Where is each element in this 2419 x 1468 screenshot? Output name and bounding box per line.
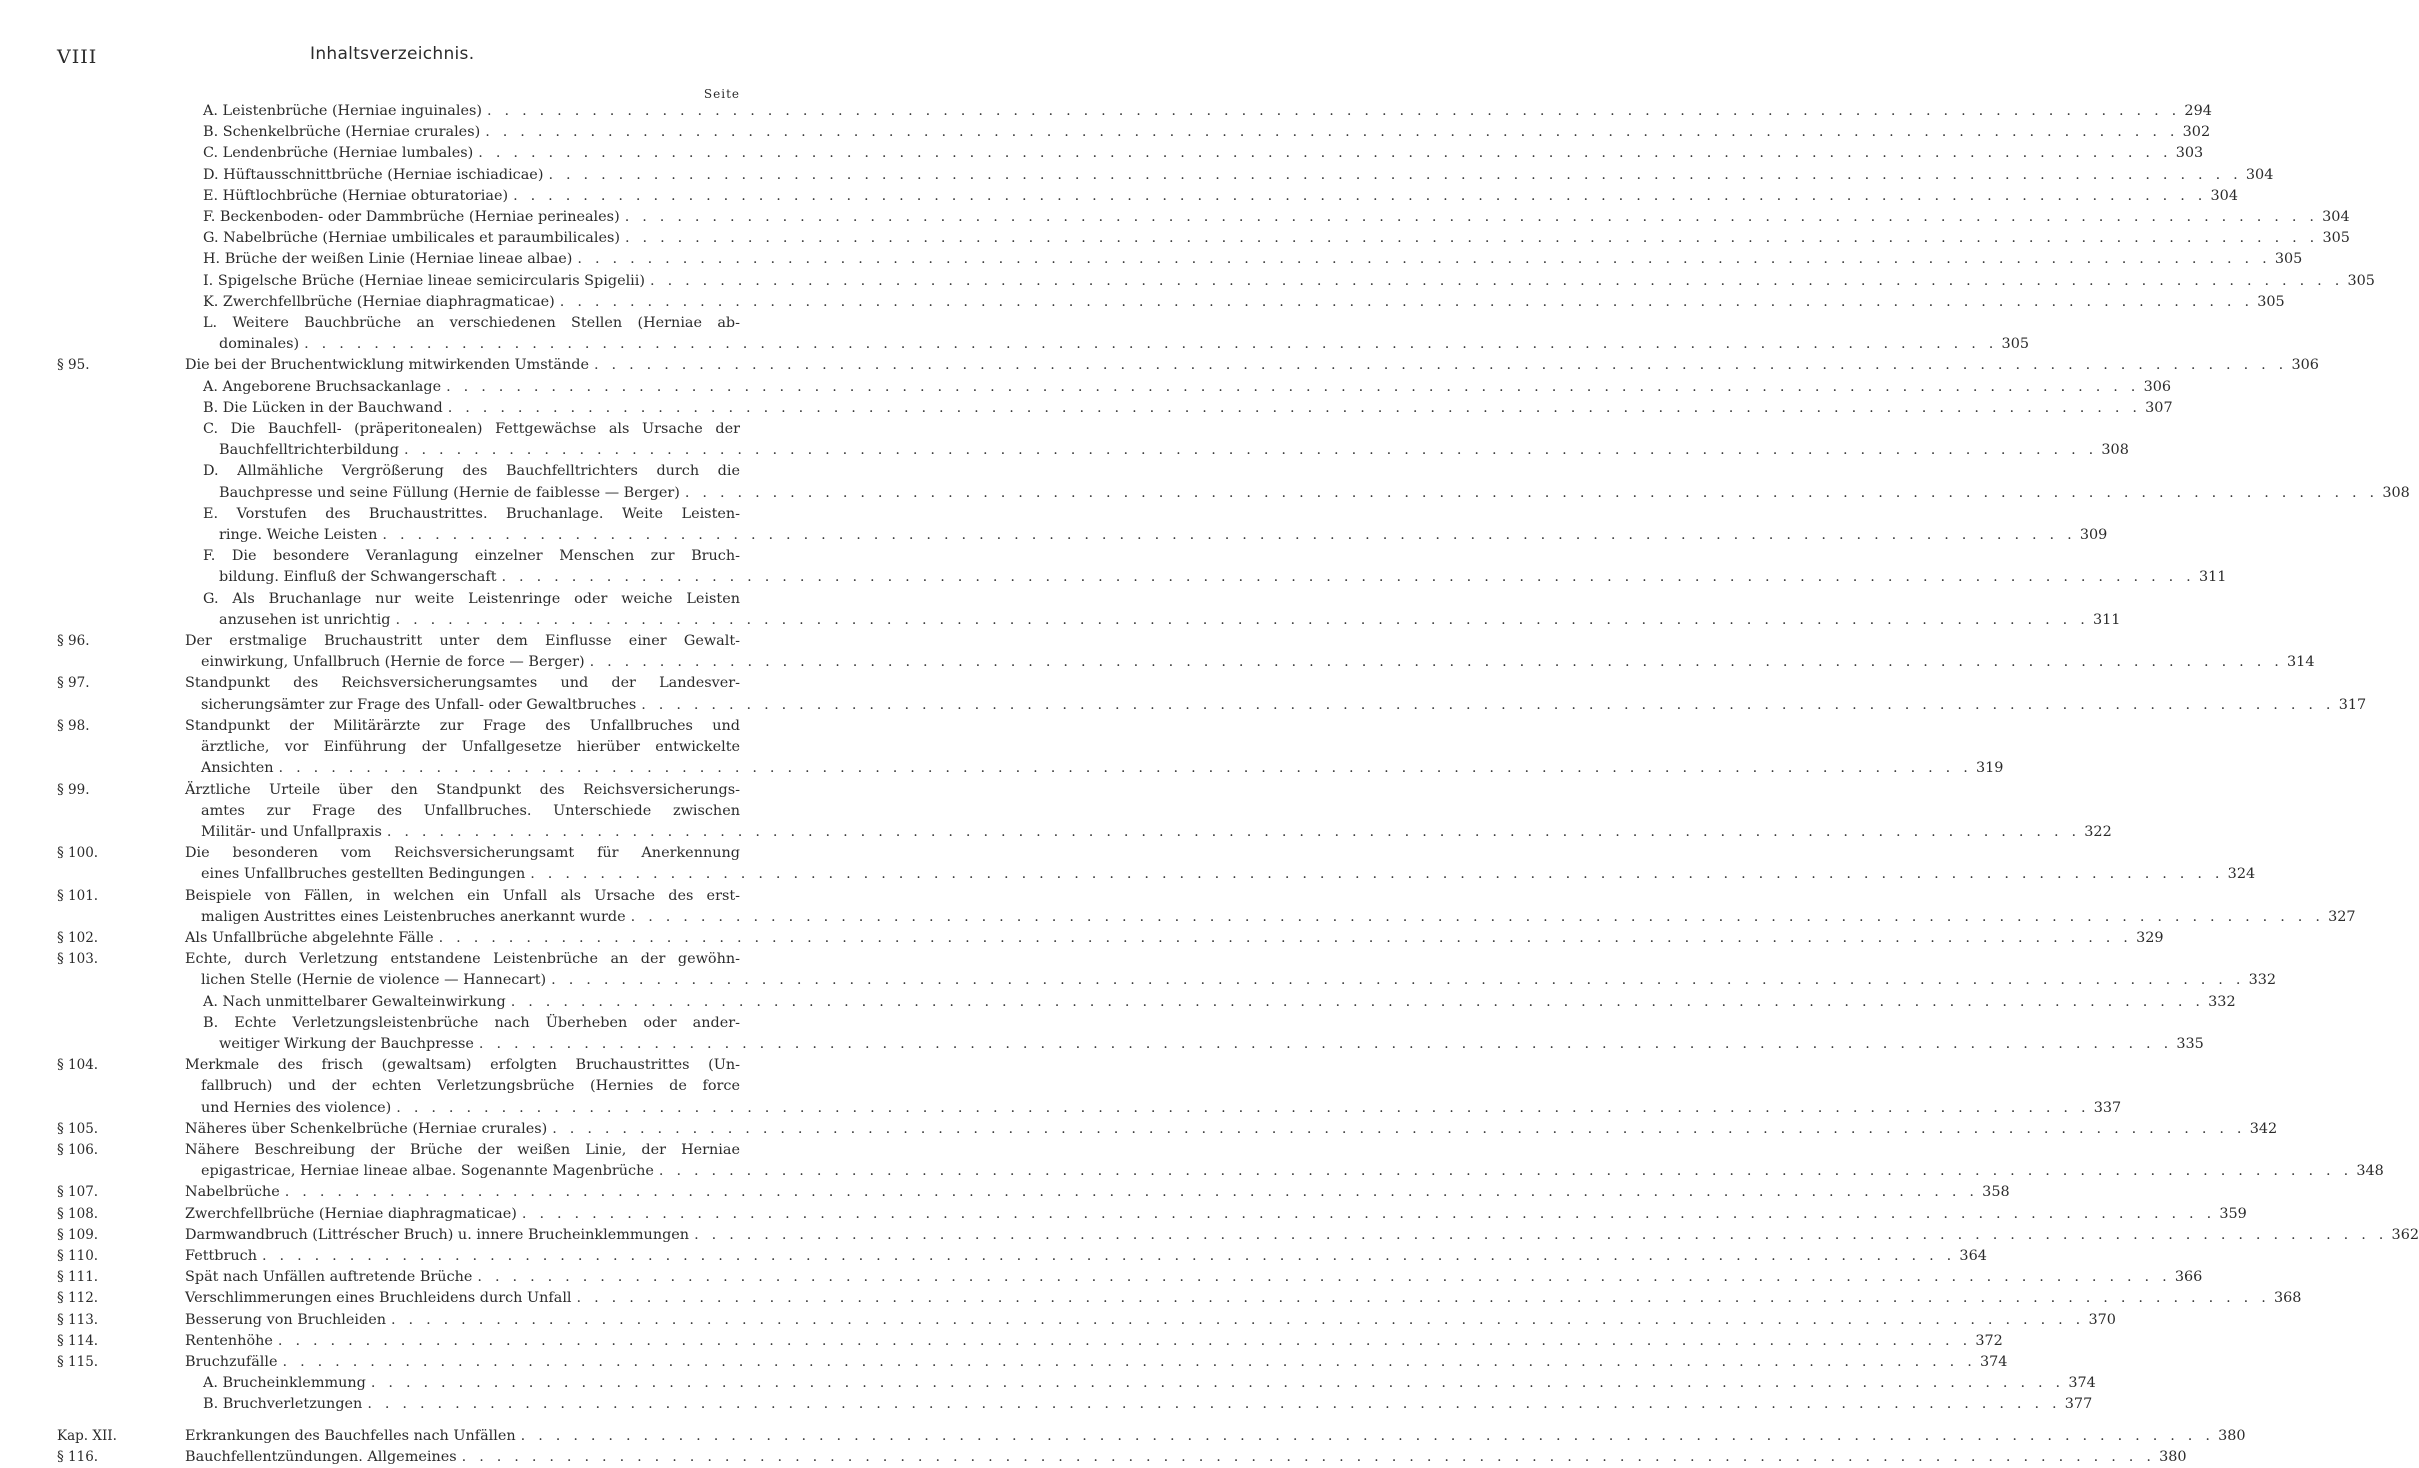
toc-entry-title-line: D. Hüftausschnittbrüche (Herniae ischiadicae) <box>203 166 544 183</box>
toc-entry-title-line: Bauchfellentzündungen. Allgemeines <box>185 1448 457 1465</box>
toc-entry-title-line: ringe. Weiche Leisten <box>219 527 378 544</box>
toc-entry-title-line: Als Unfallbrüche abgelehnte Fälle <box>185 929 434 946</box>
toc-entry-title-line: C. Lendenbrüche (Herniae lumbales) <box>203 145 474 162</box>
toc-entry <box>0 673 2367 715</box>
toc-entry <box>0 928 2164 949</box>
toc-entry-number: § 109. <box>57 1226 99 1243</box>
dot-leader <box>273 1331 1971 1352</box>
toc-entry-page: 364 <box>1959 1247 1987 1264</box>
dot-leader <box>547 1119 2245 1140</box>
dot-leader <box>620 228 2318 249</box>
toc-entry-page: 377 <box>2064 1396 2093 1413</box>
toc-entry-number: § 105. <box>57 1120 99 1137</box>
toc-entry-title-line: Echte, durch Verletzung entstandene Leistenbrüche an der gewöhn- <box>185 951 740 968</box>
toc-entry-title-line: Standpunkt der Militärärzte zur Frage des Unfallbruches und <box>185 717 740 734</box>
toc-entry <box>0 143 2204 164</box>
dot-leader <box>516 1426 2214 1447</box>
toc-entry-number: § 114. <box>57 1332 99 1349</box>
toc-entry <box>0 1373 2096 1394</box>
dot-leader <box>482 101 2180 122</box>
toc-entry-title-line: lichen Stelle (Hernie de violence — Hannecart) <box>201 972 547 989</box>
toc-entry-title-line: I. Spigelsche Brüche (Herniae lineae semicircularis Spigelii) <box>203 272 646 289</box>
toc-entry-number: § 110. <box>57 1247 99 1264</box>
dot-leader <box>441 377 2139 398</box>
toc-entry-page: 380 <box>2218 1427 2246 1444</box>
toc-entry-page: 322 <box>2084 823 2112 840</box>
toc-entry-number: § 95. <box>57 357 90 374</box>
toc-entry-title-line: Spät nach Unfällen auftretende Brüche <box>185 1269 473 1286</box>
toc-entry-title-line: Verschlimmerungen eines Bruchleidens durch Unfall <box>185 1290 572 1307</box>
dot-leader <box>555 292 2253 313</box>
toc-entry-title-line: sicherungsämter zur Frage des Unfall- oder Gewaltbruches <box>201 696 637 713</box>
toc-entry-page: 309 <box>2079 527 2108 544</box>
toc-entry <box>0 1246 1987 1267</box>
toc-entry-page: 306 <box>2291 357 2319 374</box>
toc-entry <box>0 1182 2010 1203</box>
toc-entry-title-line: E. Hüftlochbrüche (Herniae obturatoriae) <box>203 187 509 204</box>
dot-leader <box>689 1225 2387 1246</box>
toc-entry <box>0 1310 2116 1331</box>
toc-entry-page: 294 <box>2184 103 2212 119</box>
toc-entry-title-line: G. Nabelbrüche (Herniae umbilicales et paraumbilicales) <box>203 230 620 247</box>
toc-entry-title-line: E. Vorstufen des Bruchaustrittes. Bruchanlage. Weite Leisten- <box>203 505 740 522</box>
toc-entry-title-line: weitiger Wirkung der Bauchpresse <box>219 1035 474 1052</box>
toc-entry-number: § 103. <box>57 951 99 968</box>
toc-entry-number: § 106. <box>57 1141 99 1158</box>
toc-entry <box>0 886 2356 928</box>
dot-leader <box>399 442 2097 458</box>
toc-entry-title-line: A. Brucheinklemmung <box>203 1375 366 1392</box>
toc-entry-page: 306 <box>2143 378 2172 395</box>
toc-entry-title-line: Nähere Beschreibung der Brüche der weißen Linie, der Herniae <box>185 1141 740 1158</box>
toc-entry-title-line: Merkmale des frisch (gewaltsam) erfolgten Bruchaustrittes (Un- <box>185 1057 740 1074</box>
toc-entry <box>0 1394 2093 1415</box>
toc-entry-title-line: L. Weitere Bauchbrüche an verschiedenen Stellen (Herniae ab- <box>203 315 740 332</box>
toc-entry <box>0 546 2227 588</box>
toc-entry-number: § 102. <box>57 929 99 946</box>
toc-entry-title-line: amtes zur Frage des Unfallbruches. Unterschiede zwischen <box>201 802 740 819</box>
toc-entry-title-line: Bruchzufälle <box>185 1353 278 1370</box>
toc-entry-title-line: anzusehen ist unrichtig <box>219 611 391 628</box>
toc-entry-page: 308 <box>2382 484 2410 501</box>
toc-entry-number: § 99. <box>57 781 90 798</box>
toc-entry <box>0 1119 2278 1140</box>
dot-leader <box>543 165 2241 186</box>
toc-entry-title-line: eines Unfallbruches gestellten Bedingungen <box>201 866 526 883</box>
dot-leader <box>443 398 2141 419</box>
toc-entry <box>0 292 2285 313</box>
toc-entry-page: 304 <box>2322 209 2350 226</box>
page-title: Inhaltsverzeichnis. <box>310 44 475 64</box>
dot-leader <box>508 186 2206 207</box>
toc-entry-page: 362 <box>2391 1226 2419 1243</box>
toc-entry-page: 370 <box>2088 1311 2116 1328</box>
toc-entry-title-line: A. Angeborene Bruchsackanlage <box>203 378 442 395</box>
dot-leader <box>473 143 2171 164</box>
dot-leader <box>572 1288 2270 1309</box>
dot-leader <box>525 866 2223 882</box>
toc-entry-title-line: G. Als Bruchanlage nur weite Leistenringe oder weiche Leisten <box>203 590 740 607</box>
toc-entry <box>0 122 2211 143</box>
column-label-seite: Seite <box>703 87 740 101</box>
toc-entry-page: 366 <box>2174 1269 2203 1286</box>
dot-leader <box>299 336 1997 352</box>
toc-entry-page: 311 <box>2092 611 2121 628</box>
toc-entry-title-line: Fettbruch <box>185 1247 257 1264</box>
toc-entry-number: § 115. <box>57 1353 99 1370</box>
toc-entry <box>0 1288 2302 1309</box>
toc-entry-page: 302 <box>2182 124 2211 141</box>
toc-entry-number: § 108. <box>57 1205 99 1222</box>
dot-leader <box>386 1310 2084 1331</box>
toc-entry <box>0 207 2350 228</box>
page-number: VIII <box>57 46 98 68</box>
toc-entry-page: 311 <box>2198 569 2227 586</box>
toc-entry-title-line: ärztliche, vor Einführung der Unfallgesetze hierüber entwickelte <box>201 739 740 756</box>
toc-entry-number: § 98. <box>57 717 90 734</box>
dot-leader <box>391 1100 2089 1116</box>
toc-entry-page: 304 <box>2245 166 2274 183</box>
toc-entry-title-line: Bauchfelltrichterbildung <box>219 442 399 459</box>
toc-entry-page: 305 <box>2347 272 2375 289</box>
toc-entry-title-line: Besserung von Bruchleiden <box>185 1311 386 1328</box>
toc-entry <box>0 504 2108 546</box>
toc-entry-title-line: und Hernies des violence) <box>201 1099 392 1116</box>
toc-entry <box>0 313 2030 355</box>
dot-leader <box>257 1246 1955 1267</box>
toc-entry-number: Kap. XII. <box>57 1427 117 1444</box>
toc-entry <box>0 461 2410 503</box>
toc-entry-page: 303 <box>2175 145 2204 162</box>
dot-leader <box>654 1163 2352 1179</box>
dot-leader <box>278 1352 1976 1373</box>
dot-leader <box>366 1373 2064 1394</box>
toc-entry-title-line: Rentenhöhe <box>185 1332 273 1349</box>
toc-entry <box>0 1447 2187 1468</box>
dot-leader <box>506 992 2204 1013</box>
toc-entry-title-line: F. Die besondere Veranlagung einzelner Menschen zur Bruch- <box>203 548 740 565</box>
toc-entry-page: 332 <box>2208 993 2236 1010</box>
toc-entry <box>0 992 2236 1013</box>
toc-entry <box>0 186 2238 207</box>
toc-entry-page: 324 <box>2227 866 2256 883</box>
toc-entry-title-line: Die besonderen vom Reichsversicherungsamt für Anerkennung <box>185 845 740 862</box>
toc-entry-number: § 96. <box>57 633 90 650</box>
dot-leader <box>636 697 2334 713</box>
toc-entry-page: 374 <box>2068 1375 2096 1392</box>
toc-entry-page: 337 <box>2093 1099 2122 1116</box>
toc-entry <box>0 1426 2246 1447</box>
toc-entry <box>0 1204 2247 1225</box>
dot-leader <box>517 1204 2215 1225</box>
toc-entry-title-line: D. Allmähliche Vergrößerung des Bauchfelltrichters durch die <box>203 463 740 480</box>
toc-entry-title-line: C. Die Bauchfell- (präperitonealen) Fettgewächse als Ursache der <box>203 421 740 438</box>
toc-entry-title-line: B. Schenkelbrüche (Herniae crurales) <box>203 124 481 141</box>
toc-entry-title-line: Beispiele von Fällen, in welchen ein Unfall als Ursache des erst- <box>185 887 740 904</box>
dot-leader <box>626 909 2324 925</box>
dot-leader <box>572 249 2270 270</box>
toc-entry <box>0 419 2129 461</box>
toc-entry-title-line: B. Bruchverletzungen <box>203 1396 363 1413</box>
toc-entry-page: 327 <box>2328 908 2356 925</box>
dot-leader <box>362 1394 2060 1415</box>
toc-entry-page: 335 <box>2176 1035 2204 1052</box>
dot-leader <box>377 527 2075 543</box>
toc-entry-title-line: Bauchpresse und seine Füllung (Hernie de faiblesse — Berger) <box>219 484 680 501</box>
toc-entry <box>0 716 2004 780</box>
toc-entry <box>0 228 2350 249</box>
toc-entry-page: 380 <box>2159 1448 2187 1465</box>
toc-entry-title-line: A. Nach unmittelbarer Gewalteinwirkung <box>203 993 506 1010</box>
toc-entry-page: 372 <box>1975 1332 2003 1349</box>
dot-leader <box>546 972 2244 988</box>
toc-entry-page: 329 <box>2136 929 2164 946</box>
toc-entry <box>0 355 2319 376</box>
toc-entry <box>0 1013 2204 1055</box>
toc-entry-title-line: Der erstmalige Bruchaustritt unter dem Einflusse einer Gewalt- <box>185 633 740 650</box>
toc-entry <box>0 249 2303 270</box>
toc-entry <box>0 271 2375 292</box>
toc-entry-title-line: Erkrankungen des Bauchfelles nach Unfällen <box>185 1427 516 1444</box>
toc-entry-page: 307 <box>2145 399 2173 416</box>
toc-entry-title-line: Darmwandbruch (Littréscher Bruch) u. innere Brucheinklemmungen <box>185 1226 690 1243</box>
toc-entry-number: § 104. <box>57 1057 99 1074</box>
dot-leader <box>457 1447 2155 1468</box>
toc-entry <box>0 631 2315 673</box>
toc-entry-page: 305 <box>2001 336 2030 353</box>
dot-leader <box>391 612 2089 628</box>
toc-entry <box>0 780 2112 844</box>
toc-entry <box>0 589 2121 631</box>
toc-entry <box>0 101 2212 122</box>
toc-entry-page: 305 <box>2322 230 2350 247</box>
dot-leader <box>645 271 2343 292</box>
dot-leader <box>280 1182 1978 1203</box>
toc-entry <box>0 1055 2122 1119</box>
dot-leader <box>434 928 2132 949</box>
dot-leader <box>274 760 1972 776</box>
toc-entry <box>0 1267 2203 1288</box>
toc-entry-number: § 101. <box>57 887 99 904</box>
toc-entry-number: § 107. <box>57 1184 99 1201</box>
toc-entry <box>0 1140 2384 1182</box>
toc-entry-title-line: Ansichten <box>201 760 274 777</box>
toc-entry-title-line: einwirkung, Unfallbruch (Hernie de force — Berger) <box>201 654 585 671</box>
toc-entry-page: 304 <box>2210 187 2238 204</box>
toc-entry-title-line: H. Brüche der weißen Linie (Herniae lineae albae) <box>203 251 573 268</box>
toc-entry-title-line: Militär- und Unfallpraxis <box>201 823 382 840</box>
toc-entry-title-line: Nabelbrüche <box>185 1184 280 1201</box>
toc-entry-title-line: fallbruch) und der echten Verletzungsbrüche (Hernies de force <box>201 1078 740 1095</box>
toc-entry-title-line: A. Leistenbrüche (Herniae inguinales) <box>203 103 482 119</box>
toc-entry-number: § 111. <box>57 1269 99 1286</box>
toc-entry-page: 359 <box>2219 1205 2247 1222</box>
toc-entry-page: 317 <box>2338 696 2367 713</box>
table-of-contents <box>0 101 2419 1468</box>
toc-entry-title-line: epigastricae, Herniae lineae albae. Sogenannte Magenbrüche <box>201 1163 654 1180</box>
toc-entry-title-line: K. Zwerchfellbrüche (Herniae diaphragmaticae) <box>203 293 555 310</box>
toc-entry-number: § 112. <box>57 1290 99 1307</box>
dot-leader <box>382 824 2080 840</box>
toc-entry-title-line: bildung. Einfluß der Schwangerschaft <box>219 569 497 586</box>
toc-entry <box>0 398 2173 419</box>
toc-entry-page: 308 <box>2101 442 2129 459</box>
dot-leader <box>620 207 2318 228</box>
toc-entry-page: 305 <box>2274 251 2303 268</box>
toc-entry-page: 358 <box>1982 1184 2010 1201</box>
toc-entry-title-line: B. Die Lücken in der Bauchwand <box>203 399 443 416</box>
toc-entry-page: 305 <box>2257 293 2285 310</box>
toc-entry-title-line: Zwerchfellbrüche (Herniae diaphragmaticae) <box>185 1205 517 1222</box>
toc-entry <box>0 1352 2008 1373</box>
dot-leader <box>474 1036 2172 1052</box>
toc-entry-page: 319 <box>1976 760 2004 777</box>
toc-entry-page: 374 <box>1979 1353 2008 1370</box>
toc-entry-page: 342 <box>2249 1120 2278 1137</box>
toc-entry <box>0 1331 2003 1352</box>
dot-leader <box>472 1267 2170 1288</box>
dot-leader <box>480 122 2178 143</box>
toc-entry-title-line: Standpunkt des Reichsversicherungsamtes und der Landesver- <box>185 675 740 692</box>
toc-entry <box>0 1225 2419 1246</box>
toc-entry-page: 332 <box>2248 972 2277 989</box>
toc-entry-page: 368 <box>2274 1290 2302 1307</box>
toc-entry <box>0 377 2172 398</box>
toc-entry-title-line: F. Beckenboden- oder Dammbrüche (Herniae perineales) <box>203 209 620 226</box>
toc-entry <box>0 165 2274 186</box>
dot-leader <box>585 654 2283 670</box>
toc-entry <box>0 949 2277 991</box>
toc-entry-title-line: dominales) <box>219 336 300 353</box>
toc-entry-number: § 113. <box>57 1311 99 1328</box>
toc-entry-page: 314 <box>2287 654 2315 671</box>
dot-leader <box>680 485 2378 501</box>
toc-entry-page: 348 <box>2356 1163 2384 1180</box>
dot-leader <box>589 355 2287 376</box>
toc-entry <box>0 843 2256 885</box>
toc-entry-title-line: Ärztliche Urteile über den Standpunkt des Reichsversicherungs- <box>185 781 740 798</box>
toc-entry-number: § 116. <box>57 1448 99 1465</box>
toc-entry-number: § 97. <box>57 675 90 692</box>
dot-leader <box>497 569 2195 585</box>
toc-entry-title-line: Die bei der Bruchentwicklung mitwirkenden Umstände <box>185 357 589 374</box>
toc-entry-number: § 100. <box>57 845 99 862</box>
toc-entry-title-line: maligen Austrittes eines Leistenbruches anerkannt wurde <box>201 908 626 925</box>
toc-entry-title-line: Näheres über Schenkelbrüche (Herniae crurales) <box>185 1120 548 1137</box>
toc-entry-title-line: B. Echte Verletzungsleistenbrüche nach Überheben oder ander- <box>203 1014 740 1031</box>
